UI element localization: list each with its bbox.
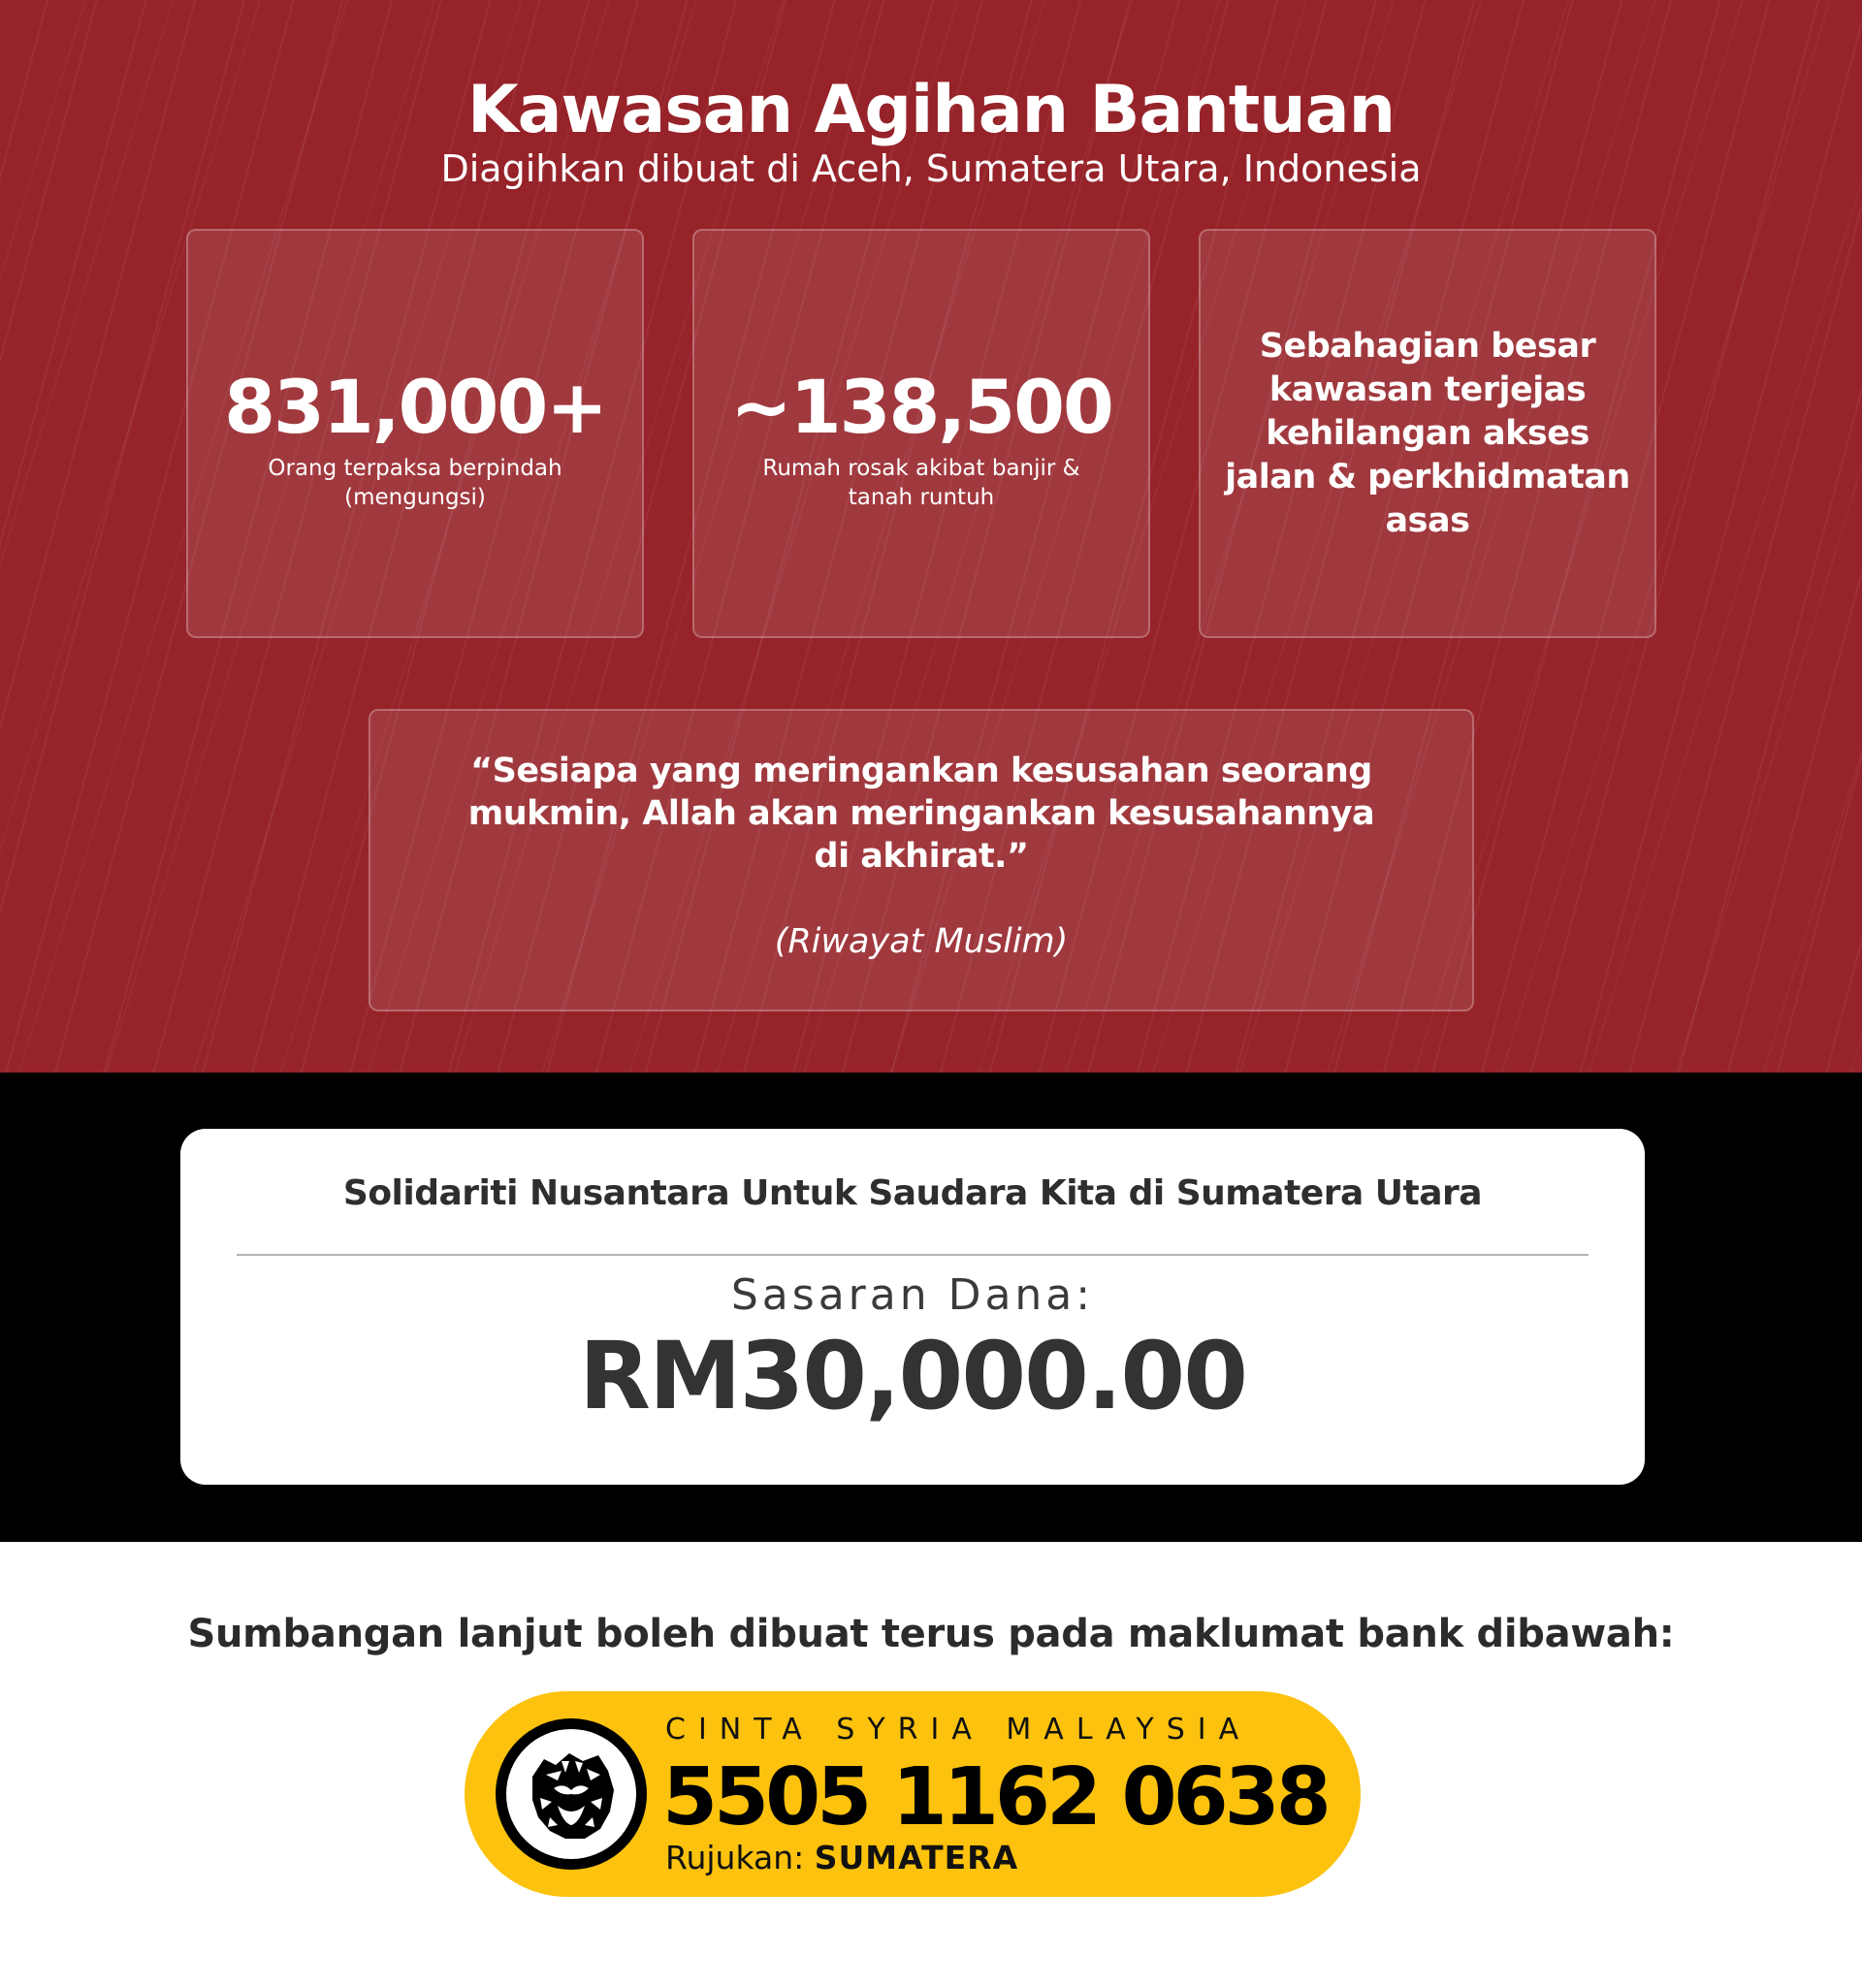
stat-card-displaced [186, 229, 644, 638]
target-amount: RM30,000.00 [579, 1322, 1246, 1430]
quote-source: (Riwayat Muslim) [774, 922, 1069, 961]
donation-instructions: Sumbangan lanjut boleh dibuat terus pada maklumat bank dibawah: [187, 1612, 1675, 1656]
hero-subtitle: Diagihkan dibuat di Aceh, Sumatera Utara, Indonesia [440, 147, 1422, 190]
bank-reference [665, 1839, 1018, 1876]
stat-label: Rumah rosak akibat banjir & tanah runtuh [762, 456, 1080, 510]
bank-account-name: CINTA SYRIA MALAYSIA [665, 1713, 1252, 1747]
stat-card-houses [692, 229, 1150, 638]
tiger-logo-icon [494, 1716, 649, 1872]
fund-target-card [180, 1129, 1645, 1485]
target-label: Sasaran Dana: [730, 1270, 1095, 1320]
reference-label: Rujukan: [665, 1839, 805, 1876]
hero-title: Kawasan Agihan Bantuan [466, 72, 1396, 148]
stat-value: ~138,500 [730, 364, 1112, 450]
quote-card [369, 709, 1474, 1011]
stat-label: Orang terpaksa berpindah (mengungsi) [268, 456, 562, 510]
campaign-title: Solidariti Nusantara Untuk Saudara Kita di Sumatera Utara [342, 1173, 1483, 1213]
stat-value: 831,000+ [224, 364, 606, 450]
bank-account-number: 5505 1162 0638 [662, 1751, 1328, 1844]
stat-text: Sebahagian besar kawasan terjejas kehilangan akses jalan & perkhidmatan asas [1225, 326, 1630, 540]
divider [237, 1254, 1589, 1256]
quote-text: “Sesiapa yang meringankan kesusahan seorang mukmin, Allah akan meringankan kesusahannya di akhirat.” [467, 752, 1375, 876]
reference-value: SUMATERA [814, 1839, 1019, 1876]
bank-details-pill [465, 1691, 1361, 1897]
stat-card-access [1199, 229, 1656, 638]
